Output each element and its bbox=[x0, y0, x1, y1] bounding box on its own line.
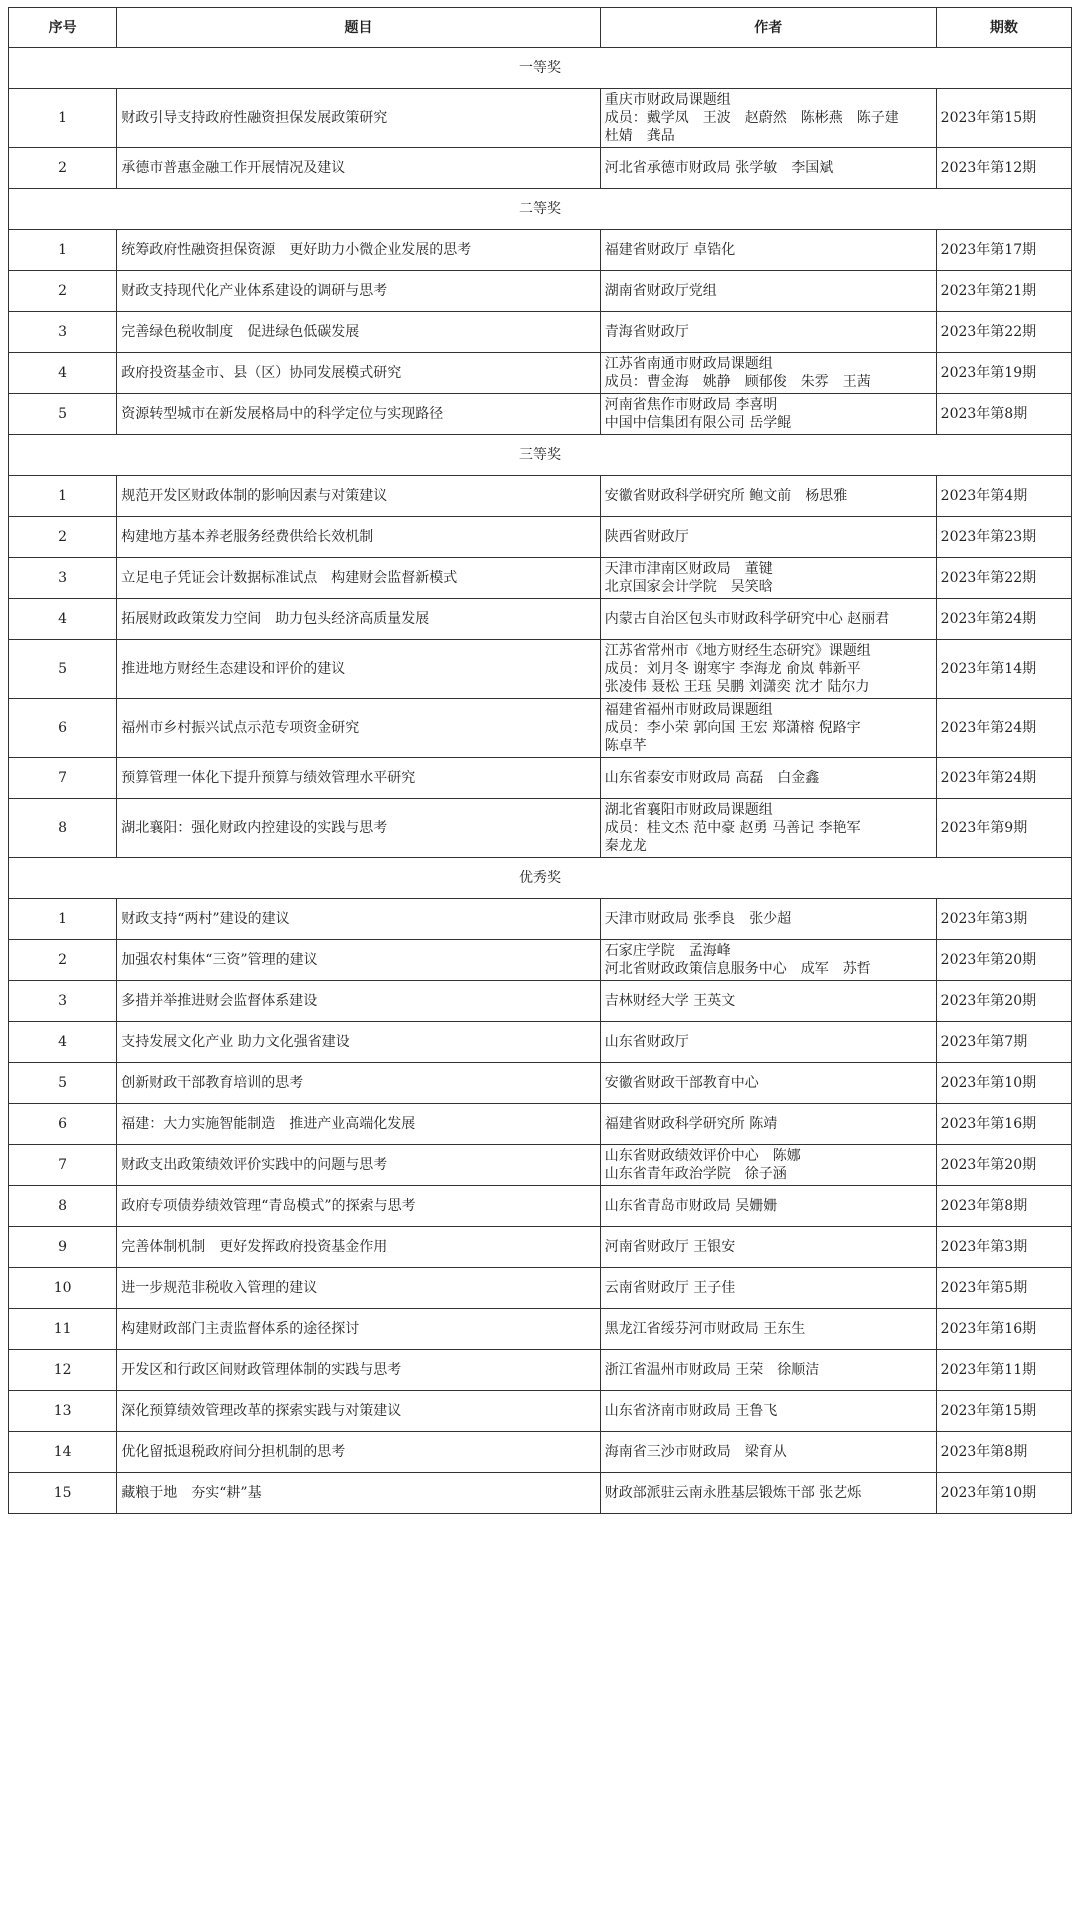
author-line: 财政部派驻云南永胜基层锻炼干部 张艺烁 bbox=[604, 1485, 862, 1501]
author-line: 青海省财政厅 bbox=[604, 324, 689, 340]
table-row bbox=[9, 1473, 1072, 1514]
section-title: 一等奖 bbox=[9, 48, 1072, 89]
cell-issue: 2023年第8期 bbox=[936, 1432, 1071, 1473]
section-row bbox=[9, 189, 1072, 230]
cell-no: 13 bbox=[9, 1391, 117, 1432]
cell-no: 7 bbox=[9, 758, 117, 799]
author-line: 陕西省财政厅 bbox=[604, 529, 689, 545]
table-body bbox=[9, 48, 1072, 1514]
table-row bbox=[9, 89, 1072, 148]
author-line: 陈卓芊 bbox=[604, 738, 647, 754]
cell-author bbox=[600, 699, 936, 758]
cell-issue: 2023年第4期 bbox=[936, 476, 1071, 517]
cell-no: 1 bbox=[9, 89, 117, 148]
cell-issue: 2023年第20期 bbox=[936, 1145, 1071, 1186]
cell-title: 福州市乡村振兴试点示范专项资金研究 bbox=[117, 699, 601, 758]
cell-author bbox=[600, 394, 936, 435]
table-row bbox=[9, 799, 1072, 858]
author-line: 山东省财政绩效评价中心 陈娜 bbox=[604, 1148, 801, 1164]
cell-issue: 2023年第15期 bbox=[936, 89, 1071, 148]
cell-title: 政府专项债券绩效管理“青岛模式”的探索与思考 bbox=[117, 1186, 601, 1227]
section-title: 优秀奖 bbox=[9, 858, 1072, 899]
cell-issue: 2023年第10期 bbox=[936, 1063, 1071, 1104]
cell-author bbox=[600, 271, 936, 312]
cell-no: 8 bbox=[9, 799, 117, 858]
author-line: 云南省财政厅 王子佳 bbox=[604, 1280, 736, 1296]
cell-author bbox=[600, 640, 936, 699]
cell-no: 2 bbox=[9, 517, 117, 558]
cell-title: 开发区和行政区间财政管理体制的实践与思考 bbox=[117, 1350, 601, 1391]
cell-title: 构建地方基本养老服务经费供给长效机制 bbox=[117, 517, 601, 558]
table-row bbox=[9, 1022, 1072, 1063]
author-line: 天津市津南区财政局 董键 bbox=[604, 561, 773, 577]
cell-no: 2 bbox=[9, 940, 117, 981]
cell-no: 6 bbox=[9, 1104, 117, 1145]
cell-no: 8 bbox=[9, 1186, 117, 1227]
table-row bbox=[9, 353, 1072, 394]
cell-author bbox=[600, 517, 936, 558]
author-line: 天津市财政局 张季良 张少超 bbox=[604, 911, 792, 927]
table-row bbox=[9, 1063, 1072, 1104]
cell-title: 藏粮于地 夯实“耕”基 bbox=[117, 1473, 601, 1514]
cell-author bbox=[600, 1432, 936, 1473]
author-line: 山东省泰安市财政局 高磊 白金鑫 bbox=[604, 770, 820, 786]
cell-title: 财政引导支持政府性融资担保发展政策研究 bbox=[117, 89, 601, 148]
cell-issue: 2023年第10期 bbox=[936, 1473, 1071, 1514]
cell-no: 4 bbox=[9, 1022, 117, 1063]
cell-author bbox=[600, 1309, 936, 1350]
author-line: 张凌伟 聂松 王珏 吴鹏 刘潇奕 沈才 陆尔力 bbox=[604, 679, 870, 695]
cell-title: 深化预算绩效管理改革的探索实践与对策建议 bbox=[117, 1391, 601, 1432]
cell-title: 进一步规范非税收入管理的建议 bbox=[117, 1268, 601, 1309]
author-line: 山东省青年政治学院 徐子涵 bbox=[604, 1166, 787, 1182]
cell-author bbox=[600, 1186, 936, 1227]
cell-title: 构建财政部门主责监督体系的途径探讨 bbox=[117, 1309, 601, 1350]
cell-author bbox=[600, 89, 936, 148]
cell-author bbox=[600, 148, 936, 189]
cell-author bbox=[600, 940, 936, 981]
author-line: 中国中信集团有限公司 岳学鲲 bbox=[604, 415, 792, 431]
cell-title: 推进地方财经生态建设和评价的建议 bbox=[117, 640, 601, 699]
cell-issue: 2023年第9期 bbox=[936, 799, 1071, 858]
cell-author bbox=[600, 1063, 936, 1104]
section-row bbox=[9, 435, 1072, 476]
section-row bbox=[9, 48, 1072, 89]
author-line: 北京国家会计学院 吴笑晗 bbox=[604, 579, 773, 595]
cell-no: 14 bbox=[9, 1432, 117, 1473]
author-line: 江苏省常州市《地方财经生态研究》课题组 bbox=[604, 643, 871, 659]
cell-no: 7 bbox=[9, 1145, 117, 1186]
cell-no: 2 bbox=[9, 148, 117, 189]
author-line: 江苏省南通市财政局课题组 bbox=[604, 356, 773, 372]
cell-issue: 2023年第23期 bbox=[936, 517, 1071, 558]
author-line: 成员：桂文杰 范中豪 赵勇 马善记 李艳军 bbox=[604, 820, 861, 836]
author-line: 山东省青岛市财政局 吴姗姗 bbox=[604, 1198, 778, 1214]
table-row bbox=[9, 517, 1072, 558]
author-line: 成员：戴学凤 王波 赵蔚然 陈彬燕 陈子建 bbox=[604, 110, 899, 126]
section-row bbox=[9, 858, 1072, 899]
header-issue: 期数 bbox=[936, 8, 1071, 48]
table-row bbox=[9, 1145, 1072, 1186]
cell-title: 创新财政干部教育培训的思考 bbox=[117, 1063, 601, 1104]
cell-issue: 2023年第20期 bbox=[936, 981, 1071, 1022]
table-row bbox=[9, 312, 1072, 353]
cell-no: 10 bbox=[9, 1268, 117, 1309]
cell-title: 资源转型城市在新发展格局中的科学定位与实现路径 bbox=[117, 394, 601, 435]
cell-author bbox=[600, 1227, 936, 1268]
cell-no: 11 bbox=[9, 1309, 117, 1350]
cell-no: 2 bbox=[9, 271, 117, 312]
cell-author bbox=[600, 1104, 936, 1145]
awards-table bbox=[8, 7, 1072, 1514]
cell-no: 4 bbox=[9, 599, 117, 640]
table-row bbox=[9, 1432, 1072, 1473]
header-no: 序号 bbox=[9, 8, 117, 48]
cell-title: 完善绿色税收制度 促进绿色低碳发展 bbox=[117, 312, 601, 353]
table-row bbox=[9, 476, 1072, 517]
cell-no: 9 bbox=[9, 1227, 117, 1268]
cell-author bbox=[600, 558, 936, 599]
cell-no: 15 bbox=[9, 1473, 117, 1514]
table-row bbox=[9, 899, 1072, 940]
cell-title: 财政支持“两村”建设的建议 bbox=[117, 899, 601, 940]
author-line: 河南省财政厅 王银安 bbox=[604, 1239, 736, 1255]
author-line: 湖南省财政厅党组 bbox=[604, 283, 717, 299]
cell-issue: 2023年第8期 bbox=[936, 394, 1071, 435]
cell-title: 财政支持现代化产业体系建设的调研与思考 bbox=[117, 271, 601, 312]
cell-issue: 2023年第19期 bbox=[936, 353, 1071, 394]
table-row bbox=[9, 599, 1072, 640]
author-line: 河北省财政政策信息服务中心 成军 苏哲 bbox=[604, 961, 871, 977]
table-row bbox=[9, 230, 1072, 271]
cell-title: 立足电子凭证会计数据标准试点 构建财会监督新模式 bbox=[117, 558, 601, 599]
cell-no: 5 bbox=[9, 640, 117, 699]
cell-author bbox=[600, 1145, 936, 1186]
author-line: 安徽省财政科学研究所 鲍文前 杨思雅 bbox=[604, 488, 848, 504]
table-row bbox=[9, 1268, 1072, 1309]
cell-issue: 2023年第3期 bbox=[936, 899, 1071, 940]
cell-issue: 2023年第12期 bbox=[936, 148, 1071, 189]
cell-issue: 2023年第15期 bbox=[936, 1391, 1071, 1432]
table-row bbox=[9, 148, 1072, 189]
cell-issue: 2023年第17期 bbox=[936, 230, 1071, 271]
cell-no: 12 bbox=[9, 1350, 117, 1391]
table-row bbox=[9, 699, 1072, 758]
cell-author bbox=[600, 230, 936, 271]
author-line: 重庆市财政局课题组 bbox=[604, 92, 731, 108]
author-line: 福建省福州市财政局课题组 bbox=[604, 702, 773, 718]
author-line: 海南省三沙市财政局 梁育从 bbox=[604, 1444, 787, 1460]
cell-issue: 2023年第8期 bbox=[936, 1186, 1071, 1227]
cell-issue: 2023年第14期 bbox=[936, 640, 1071, 699]
cell-no: 3 bbox=[9, 558, 117, 599]
table-row bbox=[9, 1186, 1072, 1227]
cell-issue: 2023年第24期 bbox=[936, 599, 1071, 640]
cell-no: 3 bbox=[9, 981, 117, 1022]
table-row bbox=[9, 758, 1072, 799]
header-title: 题目 bbox=[117, 8, 601, 48]
author-line: 湖北省襄阳市财政局课题组 bbox=[604, 802, 773, 818]
cell-issue: 2023年第7期 bbox=[936, 1022, 1071, 1063]
table-row bbox=[9, 394, 1072, 435]
cell-title: 统筹政府性融资担保资源 更好助力小微企业发展的思考 bbox=[117, 230, 601, 271]
table-row bbox=[9, 1227, 1072, 1268]
author-line: 山东省财政厅 bbox=[604, 1034, 689, 1050]
cell-author bbox=[600, 1473, 936, 1514]
author-line: 成员：刘月冬 谢寒宇 李海龙 俞岚 韩新平 bbox=[604, 661, 861, 677]
cell-issue: 2023年第20期 bbox=[936, 940, 1071, 981]
table-row bbox=[9, 558, 1072, 599]
cell-title: 财政支出政策绩效评价实践中的问题与思考 bbox=[117, 1145, 601, 1186]
cell-author bbox=[600, 1391, 936, 1432]
author-line: 吉林财经大学 王英文 bbox=[604, 993, 736, 1009]
cell-title: 支持发展文化产业 助力文化强省建设 bbox=[117, 1022, 601, 1063]
cell-author bbox=[600, 1350, 936, 1391]
cell-title: 预算管理一体化下提升预算与绩效管理水平研究 bbox=[117, 758, 601, 799]
cell-issue: 2023年第3期 bbox=[936, 1227, 1071, 1268]
table-row bbox=[9, 271, 1072, 312]
section-title: 二等奖 bbox=[9, 189, 1072, 230]
table-row bbox=[9, 981, 1072, 1022]
cell-title: 多措并举推进财会监督体系建设 bbox=[117, 981, 601, 1022]
author-line: 成员：李小荣 郭向国 王宏 郑潇榕 倪路宇 bbox=[604, 720, 861, 736]
cell-title: 规范开发区财政体制的影响因素与对策建议 bbox=[117, 476, 601, 517]
table-row bbox=[9, 640, 1072, 699]
cell-issue: 2023年第16期 bbox=[936, 1309, 1071, 1350]
cell-no: 1 bbox=[9, 899, 117, 940]
author-line: 河南省焦作市财政局 李喜明 bbox=[604, 397, 778, 413]
author-line: 石家庄学院 孟海峰 bbox=[604, 943, 731, 959]
author-line: 安徽省财政干部教育中心 bbox=[604, 1075, 759, 1091]
cell-title: 湖北襄阳：强化财政内控建设的实践与思考 bbox=[117, 799, 601, 858]
cell-title: 完善体制机制 更好发挥政府投资基金作用 bbox=[117, 1227, 601, 1268]
cell-author bbox=[600, 1022, 936, 1063]
cell-no: 1 bbox=[9, 230, 117, 271]
header-row bbox=[9, 8, 1072, 48]
cell-issue: 2023年第24期 bbox=[936, 699, 1071, 758]
cell-title: 承德市普惠金融工作开展情况及建议 bbox=[117, 148, 601, 189]
author-line: 内蒙古自治区包头市财政科学研究中心 赵丽君 bbox=[604, 611, 890, 627]
author-line: 成员：曹金海 姚静 顾郁俊 朱雰 王茜 bbox=[604, 374, 871, 390]
cell-author bbox=[600, 758, 936, 799]
cell-no: 1 bbox=[9, 476, 117, 517]
cell-no: 5 bbox=[9, 1063, 117, 1104]
table-row bbox=[9, 1104, 1072, 1145]
header-author: 作者 bbox=[600, 8, 936, 48]
cell-author bbox=[600, 1268, 936, 1309]
cell-issue: 2023年第11期 bbox=[936, 1350, 1071, 1391]
cell-issue: 2023年第22期 bbox=[936, 558, 1071, 599]
author-line: 浙江省温州市财政局 王荣 徐顺洁 bbox=[604, 1362, 820, 1378]
author-line: 山东省济南市财政局 王鲁飞 bbox=[604, 1403, 778, 1419]
table-row bbox=[9, 1391, 1072, 1432]
cell-no: 5 bbox=[9, 394, 117, 435]
cell-issue: 2023年第24期 bbox=[936, 758, 1071, 799]
table-row bbox=[9, 940, 1072, 981]
table-row bbox=[9, 1350, 1072, 1391]
cell-author bbox=[600, 353, 936, 394]
cell-issue: 2023年第22期 bbox=[936, 312, 1071, 353]
cell-no: 3 bbox=[9, 312, 117, 353]
author-line: 杜婧 龚品 bbox=[604, 128, 675, 144]
cell-title: 政府投资基金市、县（区）协同发展模式研究 bbox=[117, 353, 601, 394]
cell-title: 优化留抵退税政府间分担机制的思考 bbox=[117, 1432, 601, 1473]
author-line: 秦龙龙 bbox=[604, 838, 647, 854]
cell-issue: 2023年第5期 bbox=[936, 1268, 1071, 1309]
cell-no: 6 bbox=[9, 699, 117, 758]
cell-title: 福建：大力实施智能制造 推进产业高端化发展 bbox=[117, 1104, 601, 1145]
cell-title: 加强农村集体“三资”管理的建议 bbox=[117, 940, 601, 981]
cell-author bbox=[600, 981, 936, 1022]
author-line: 河北省承德市财政局 张学敏 李国斌 bbox=[604, 160, 834, 176]
cell-author bbox=[600, 599, 936, 640]
section-title: 三等奖 bbox=[9, 435, 1072, 476]
author-line: 福建省财政厅 卓锆化 bbox=[604, 242, 736, 258]
cell-author bbox=[600, 799, 936, 858]
cell-issue: 2023年第16期 bbox=[936, 1104, 1071, 1145]
cell-author bbox=[600, 312, 936, 353]
table-row bbox=[9, 1309, 1072, 1350]
cell-author bbox=[600, 899, 936, 940]
cell-title: 拓展财政政策发力空间 助力包头经济高质量发展 bbox=[117, 599, 601, 640]
cell-author bbox=[600, 476, 936, 517]
cell-no: 4 bbox=[9, 353, 117, 394]
author-line: 福建省财政科学研究所 陈靖 bbox=[604, 1116, 778, 1132]
author-line: 黑龙江省绥芬河市财政局 王东生 bbox=[604, 1321, 806, 1337]
cell-issue: 2023年第21期 bbox=[936, 271, 1071, 312]
